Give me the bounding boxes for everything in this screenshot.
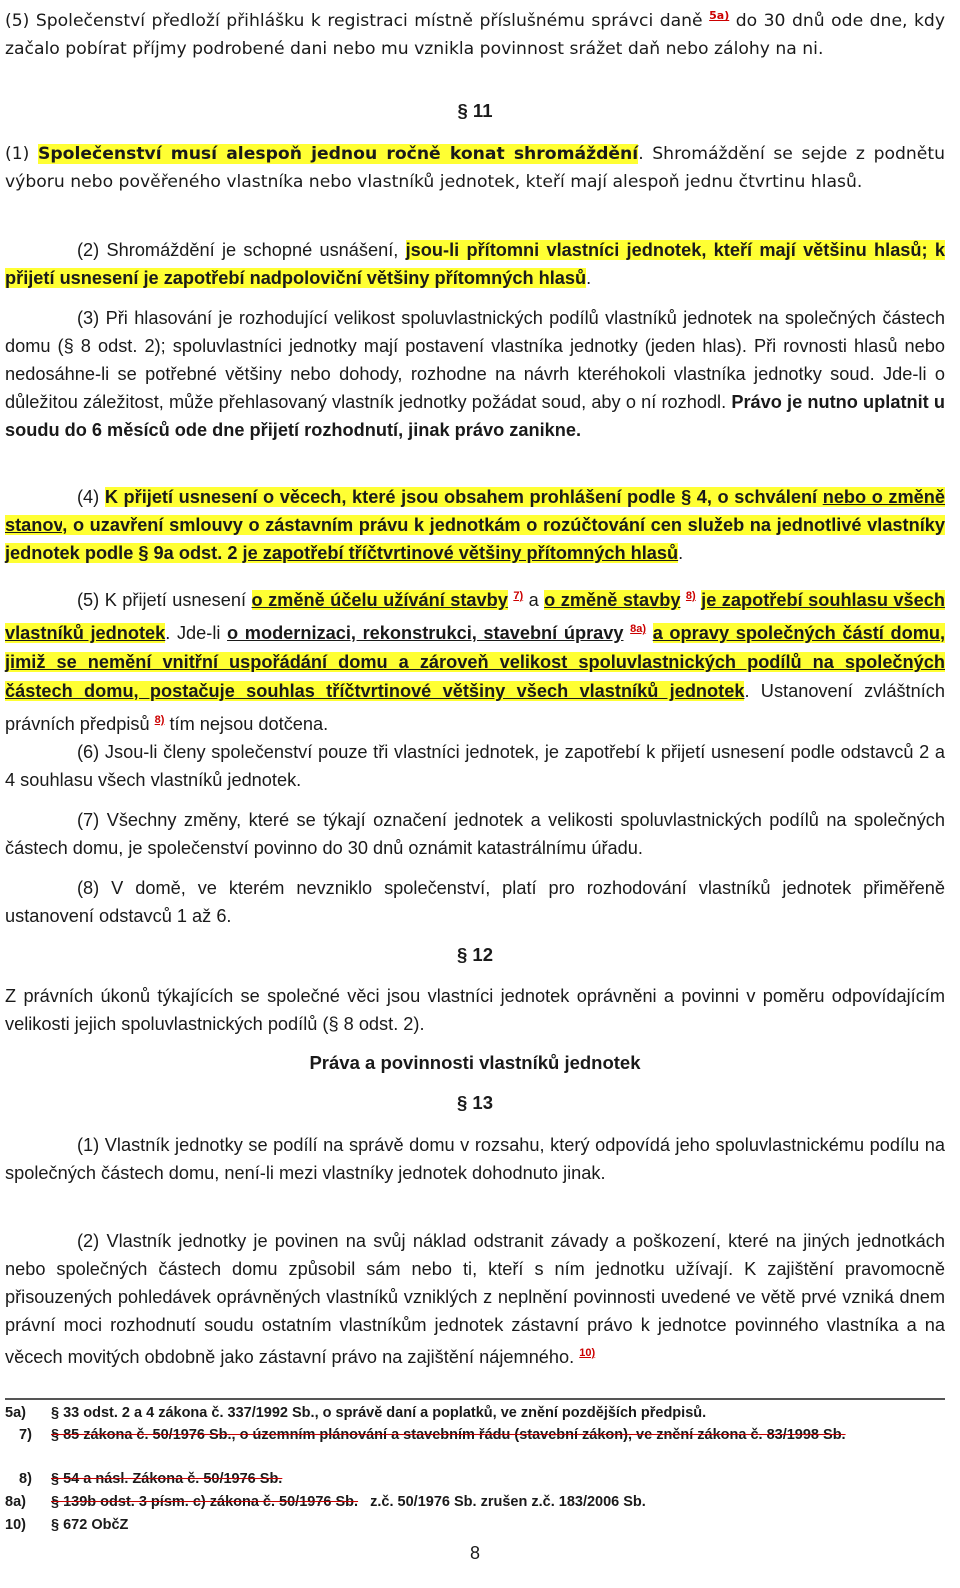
footnote-ref-7[interactable]: 7) xyxy=(513,590,524,602)
paragraph-13-2: (2) Vlastník jednotky je povinen na svůj náklad odstranit závady a poškození, které na jiných jednotkách nebo společných částech domu způsobil sám nebo ti, kteří s ním jednotku užívají. K zajištění pravomocně přisouzených pohledávek oprávněných vlastníků vzniklých z neplnění povinnosti uvedené ve větě prvé vzniká dnem právní moci rozhodnutí soudu ostatním vlastníkům jednotek zástavní právo k jednotce povinného vlastníka a na věcech movitých obdobně jako zástavní právo na zajištění nájemného. $^{10)}$ xyxy=(5,1231,945,1367)
paragraph-11-8: (8) V domě, ve kterém nevzniklo společenství, platí pro rozhodování vlastníků jednotek přiměřeně ustanovení odstavců 1 až 6. xyxy=(5,878,945,926)
footnote-8a: 8a) § 139b odst. 3 písm. c) zákona č. 50/1976 Sb. z.č. 50/1976 Sb. zrušen z.č. 183/2006 Sb. xyxy=(5,1494,646,1510)
footnote-note: z.č. 50/1976 Sb. zrušen z.č. 183/2006 Sb. xyxy=(370,1494,646,1510)
paragraph-10-5: (5) Společenství předloží přihlášku k registraci místně příslušnému správci daně $^{5a)}$ do 30 dnů ode dne, kdy začalo pobírat příjmy podrobené dani nebo mu vznikla povinnost srážet daň nebo zálohy na ni. xyxy=(5,9,946,59)
paragraph-11-3: (3) Při hlasování je rozhodující velikost spoluvlastnických podílů vlastníků jednotek na společných částech domu (§ 8 odst. 2); spoluvlastníci jednotky mají postavení vlastníka jednotky (jeden hlas). Při rovnosti hlasů nebo nedosáhne-li se potřebné většiny nebo dohody, rozhodne na návrh kteréhokoli vlastníka jednotky soud. Jde-li o důležitou záležitost, může přehlasovaný vlastník jednotky požádat soud, aby o ní rozhodl. Právo je nutno uplatnit u soudu do 6 měsíců ode dne přijetí rozhodnutí, jinak právo zanikne. xyxy=(5,308,946,440)
page-number: 8 xyxy=(469,1543,480,1563)
footnote-5a: 5a) § 33 odst. 2 a 4 zákona č. 337/1992 Sb., o správě daní a poplatků, ve znění pozdějších předpisů. xyxy=(5,1405,707,1421)
footnote-ref-8-b[interactable]: 8) xyxy=(154,714,165,726)
footnote-ref-10[interactable]: 10) xyxy=(579,1347,596,1359)
paragraph-11-2: (2) Shromáždění je schopné usnášení, jsou-li přítomni vlastníci jednotek, kteří mají většinu hlasů; k přijetí usnesení je zapotřebí nadpoloviční většiny přítomných hlasů. xyxy=(5,240,945,288)
section-heading-12: § 12 xyxy=(456,944,493,965)
highlight: jsou-li přítomni vlastníci jednotek, kteří mají většinu hlasů; k přijetí usnesení je zapotřebí nadpoloviční většiny přítomných hlasů xyxy=(5,240,945,288)
paragraph-11-1: (1) Společenství musí alespoň jednou ročně konat shromáždění. Shromáždění se sejde z podnětu výboru nebo pověřeného vlastníka nebo vlastníků jednotek, kteří mají alespoň jednu čtvrtinu hlasů. xyxy=(5,144,946,192)
footnote-separator xyxy=(5,1398,945,1400)
section-heading-11: § 11 xyxy=(457,100,493,121)
footnote-8: 8) § 54 a násl. Zákona č. 50/1976 Sb. xyxy=(19,1471,283,1487)
footnote-10: 10) § 672 ObčZ xyxy=(5,1517,129,1533)
highlight: Společenství musí alespoň jednou ročně konat shromáždění xyxy=(37,144,639,164)
subheading-prava: Práva a povinnosti vlastníků jednotek xyxy=(309,1052,641,1073)
paragraph-11-5: (5) K přijetí usnesení o změně účelu užívání stavby $^{7)}$ a o změně stavby $^{8)}$ je zapotřebí souhlasu všech vlastníků jednotek. Jde-li o modernizaci, rekonstrukci, stavební úpravy $^{8a)}$ a opravy společných částí domu, jimiž se nemění vnitřní uspořádání domu a zároveň velikost spoluvlastnických podílů na společných částech domu, postačuje souhlas tříčtvrtinové většiny všech vlastníků jednotek. Ustanovení zvláštních právních předpisů $^{8)}$ tím nejsou dotčena. xyxy=(5,590,946,734)
paragraph-11-7: (7) Všechny změny, které se týkají označení jednotek a velikosti spoluvlastnických podílů na společných částech domu, je společenství povinno do 30 dnů oznámit katastrálnímu úřadu. xyxy=(5,810,945,858)
paragraph-11-6: (6) Jsou-li členy společenství pouze tři vlastníci jednotek, je zapotřebí k přijetí usnesení podle odstavců 2 a 4 souhlasu všech vlastníků jednotek. xyxy=(5,742,945,790)
paragraph-13-1: (1) Vlastník jednotky se podílí na správě domu v rozsahu, který odpovídá jeho spoluvlastnickému podílu na společných částech domu, není-li mezi vlastníky jednotek dohodnuto jinak. xyxy=(5,1135,945,1183)
section-heading-13: § 13 xyxy=(456,1092,493,1113)
footnote-7: 7) § 85 zákona č. 50/1976 Sb., o územním plánování a stavebním řádu (stavební zákon), ve znění zákona č. 83/1998 Sb. xyxy=(19,1427,846,1443)
paragraph-11-4: (4) K přijetí usnesení o věcech, které jsou obsahem prohlášení podle § 4, o schválení nebo o změně stanov, o uzavření smlouvy o zástavním právu k jednotkám o rozúčtování cen služeb na jednotlivé vlastníky jednotek podle § 9a odst. 2 je zapotřebí tříčtvrtinové většiny přítomných hlasů. xyxy=(5,487,946,563)
paragraph-12: Z právních úkonů týkajících se společné věci jsou vlastníci jednotek oprávněni a povinni v poměru odpovídajícím velikosti jejich spoluvlastnických podílů (§ 8 odst. 2). xyxy=(5,986,945,1034)
footnote-ref-8a[interactable]: 8a) xyxy=(630,623,647,635)
footnote-ref-5a[interactable]: 5a) xyxy=(709,9,730,22)
footnote-ref-8[interactable]: 8) xyxy=(685,590,696,602)
